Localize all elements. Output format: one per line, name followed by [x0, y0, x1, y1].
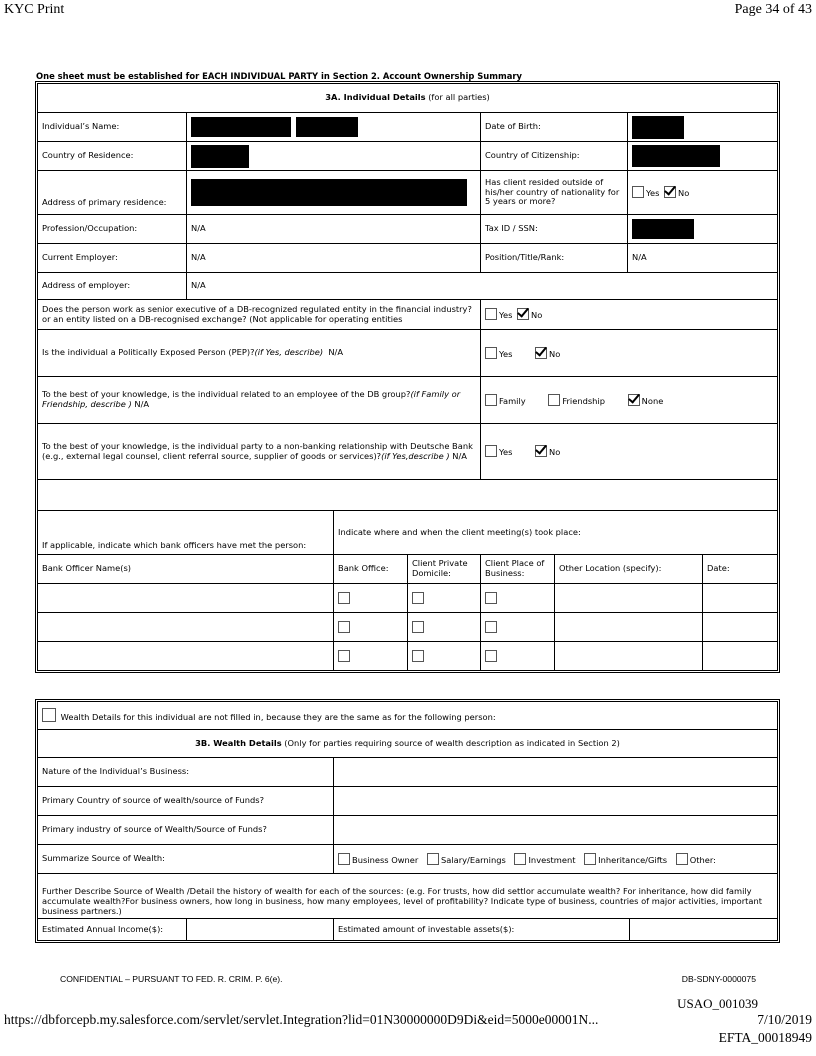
- nonbanking-value: N/A: [452, 450, 467, 461]
- not-filled-row: [38, 702, 778, 730]
- none-checkbox[interactable]: [628, 394, 640, 406]
- col-date-header: Date:: [703, 555, 778, 584]
- bates-number: DB-SDNY-0000075: [681, 974, 756, 984]
- address-label: Address of primary residence:: [38, 171, 187, 215]
- pep-options: [481, 330, 778, 377]
- pep-yes-checkbox[interactable]: [485, 347, 497, 359]
- friendship-label: Friendship: [562, 395, 606, 406]
- employer-value: N/A: [187, 244, 481, 273]
- col-officer-header: Bank Officer Name(s): [38, 555, 334, 584]
- nonbanking-question: [38, 424, 481, 480]
- meeting-label: Indicate where and when the client meeting(s) took place:: [334, 511, 778, 555]
- dob-value: [628, 113, 778, 142]
- source-url: https://dbforcepb.my.salesforce.com/servlet/servlet.Integration?lid=01N30000000D9Di&eid=5000e00001N...: [4, 1012, 599, 1027]
- redaction-block: [191, 179, 467, 206]
- pep-question-text: Is the individual a Politically Exposed Person (PEP)?: [42, 347, 255, 358]
- redaction-block: [191, 117, 291, 137]
- spacer-row: [38, 480, 778, 511]
- further-describe-text: Further Describe Source of Wealth /Detail the history of wealth for each of the sources: (e.g. For trusts, how did settlor accumulate wealth? For inheritance, how did family accumulate wealth?For business owners, how long in business, how many employees, level of profitability? Indicate type of business, countries of major activities, important business partners.): [38, 874, 778, 919]
- related-value: N/A: [134, 399, 150, 409]
- other-location-cell[interactable]: [555, 642, 703, 671]
- business-checkbox[interactable]: [485, 650, 497, 662]
- officer-name-cell[interactable]: [38, 584, 334, 613]
- redaction-block: [632, 116, 684, 139]
- yes-label: Yes: [646, 188, 660, 199]
- nature-business-value[interactable]: [334, 758, 778, 787]
- pep-hint: (if Yes, describe): [254, 347, 324, 358]
- no-label: No: [678, 188, 690, 199]
- date-cell[interactable]: [703, 613, 778, 642]
- section-3a-title: [38, 84, 778, 113]
- print-title: KYC Print: [4, 2, 65, 17]
- bank-office-checkbox[interactable]: [338, 650, 350, 662]
- other-checkbox[interactable]: [676, 853, 688, 865]
- no-label: No: [549, 348, 561, 359]
- other-location-cell[interactable]: [555, 584, 703, 613]
- investment-label: Investment: [528, 854, 576, 865]
- redaction-block: [632, 219, 694, 239]
- tax-id-label: Tax ID / SSN:: [481, 215, 628, 244]
- resided-outside-label: Has client resided outside of his/her country of nationality for 5 years or more?: [481, 171, 628, 215]
- address-value: [187, 171, 481, 215]
- nonbanking-options: [481, 424, 778, 480]
- nonbanking-question-text: To the best of your knowledge, is the individual party to a non-banking relationship with Deutsche Bank (e.g., external legal counsel, client referral source, supplier of goods or services)?: [42, 440, 473, 461]
- country-residence-label: Country of Residence:: [38, 142, 187, 171]
- officer-name-cell[interactable]: [38, 642, 334, 671]
- bank-office-cell: [334, 642, 408, 671]
- resided-outside-options: [628, 171, 778, 215]
- page-number: Page 34 of 43: [734, 2, 812, 17]
- not-filled-checkbox[interactable]: [42, 708, 56, 722]
- domicile-cell: [408, 642, 481, 671]
- country-citizenship-label: Country of Citizenship:: [481, 142, 628, 171]
- other-location-cell[interactable]: [555, 613, 703, 642]
- employer-address-label: Address of employer:: [38, 273, 187, 300]
- section-3a-title-bold: 3A. Individual Details: [325, 92, 426, 103]
- pep-no-checkbox[interactable]: [535, 347, 547, 359]
- individual-name-value: [187, 113, 481, 142]
- investable-assets-label: Estimated amount of investable assets($):: [334, 919, 630, 941]
- senior-exec-options: [481, 300, 778, 330]
- print-date: 7/10/2019: [757, 1012, 812, 1027]
- wealth-country-value[interactable]: [334, 787, 778, 816]
- employer-address-value: N/A: [187, 273, 778, 300]
- col-other-header: Other Location (specify):: [555, 555, 703, 584]
- officer-name-cell[interactable]: [38, 613, 334, 642]
- related-question: [38, 377, 481, 424]
- dob-label: Date of Birth:: [481, 113, 628, 142]
- yes-label: Yes: [499, 447, 513, 458]
- profession-value: N/A: [187, 215, 481, 244]
- business-cell: [481, 613, 555, 642]
- business-owner-label: Business Owner: [352, 854, 419, 865]
- usao-number: USAO_001039: [677, 996, 758, 1011]
- no-label: No: [549, 447, 561, 458]
- pep-question: [38, 330, 481, 377]
- friendship-checkbox[interactable]: [548, 394, 560, 406]
- officers-label: If applicable, indicate which bank officers have met the person:: [38, 511, 334, 555]
- domicile-checkbox[interactable]: [412, 650, 424, 662]
- section-3b-title-bold: 3B. Wealth Details: [195, 737, 282, 748]
- related-hint: (if Family or Friendship, describe ): [42, 389, 461, 409]
- redaction-block: [191, 145, 249, 168]
- employer-label: Current Employer:: [38, 244, 187, 273]
- country-residence-value: [187, 142, 481, 171]
- investment-checkbox[interactable]: [514, 853, 526, 865]
- annual-income-value[interactable]: [187, 919, 334, 941]
- investable-assets-value[interactable]: [630, 919, 778, 941]
- tax-id-value: [628, 215, 778, 244]
- family-checkbox[interactable]: [485, 394, 497, 406]
- nonbanking-no-checkbox[interactable]: [535, 445, 547, 457]
- nature-business-label: Nature of the Individual’s Business:: [38, 758, 334, 787]
- senior-exec-yes-checkbox[interactable]: [485, 308, 497, 320]
- business-cell: [481, 642, 555, 671]
- individual-name-label: Individual’s Name:: [38, 113, 187, 142]
- related-question-text: To the best of your knowledge, is the individual related to an employee of the DB group?: [42, 389, 411, 400]
- confidential-notice: CONFIDENTIAL – PURSUANT TO FED. R. CRIM. P. 6(e).: [60, 974, 283, 984]
- position-label: Position/Title/Rank:: [481, 244, 628, 273]
- pep-value: N/A: [328, 347, 344, 358]
- inheritance-label: Inheritance/Gifts: [598, 854, 668, 865]
- salary-label: Salary/Earnings: [440, 854, 506, 865]
- resided-no-checkbox[interactable]: [664, 186, 676, 198]
- date-cell[interactable]: [703, 642, 778, 671]
- individual-details-table: [37, 83, 778, 671]
- none-label: None: [641, 395, 664, 406]
- profession-label: Profession/Occupation:: [38, 215, 187, 244]
- col-office-header: Bank Office:: [334, 555, 408, 584]
- senior-exec-no-checkbox[interactable]: [517, 308, 529, 320]
- wealth-industry-label: Primary industry of source of Wealth/Source of Funds?: [38, 816, 334, 845]
- bank-office-cell: [334, 584, 408, 613]
- efta-number: EFTA_00018949: [718, 1030, 812, 1045]
- position-value: N/A: [628, 244, 778, 273]
- inheritance-checkbox[interactable]: [584, 853, 596, 865]
- business-checkbox[interactable]: [485, 621, 497, 633]
- wealth-industry-value[interactable]: [334, 816, 778, 845]
- family-label: Family: [499, 395, 526, 406]
- salary-checkbox[interactable]: [427, 853, 439, 865]
- domicile-cell: [408, 613, 481, 642]
- bank-office-checkbox[interactable]: [338, 621, 350, 633]
- nonbanking-hint: (if Yes,describe ): [381, 450, 450, 461]
- section-3b-title: [38, 730, 778, 758]
- wealth-details-table: [37, 701, 778, 941]
- country-citizenship-value: [628, 142, 778, 171]
- business-checkbox[interactable]: [485, 592, 497, 604]
- resided-yes-checkbox[interactable]: [632, 186, 644, 198]
- senior-exec-question: Does the person work as senior executive of a DB-recognized regulated entity in the financial industry? or an entity listed on a DB-recognised exchange? (Not applicable for operating entities: [38, 300, 481, 330]
- not-filled-label: Wealth Details for this individual are not filled in, because they are the same as for the following person:: [60, 712, 496, 723]
- notice-text: One sheet must be established for EACH INDIVIDUAL PARTY in Section 2. Account Ownership Summary: [36, 71, 522, 81]
- section-3a-title-rest: (for all parties): [425, 92, 490, 103]
- domicile-checkbox[interactable]: [412, 621, 424, 633]
- officer-row: [38, 584, 778, 613]
- officer-row: [38, 613, 778, 642]
- bank-office-checkbox[interactable]: [338, 592, 350, 604]
- other-label: Other:: [689, 854, 716, 865]
- redaction-block: [296, 117, 358, 137]
- business-owner-checkbox[interactable]: [338, 853, 350, 865]
- business-cell: [481, 584, 555, 613]
- col-domicile-header: Client Private Domicile:: [408, 555, 481, 584]
- yes-label: Yes: [499, 348, 513, 359]
- yes-label: Yes: [499, 310, 513, 321]
- section-3b-title-rest: (Only for parties requiring source of wealth description as indicated in Section 2): [281, 737, 620, 748]
- summarize-wealth-options: [334, 845, 778, 874]
- redaction-block: [632, 145, 720, 167]
- annual-income-label: Estimated Annual Income($):: [38, 919, 187, 941]
- bank-office-cell: [334, 613, 408, 642]
- officer-row: [38, 642, 778, 671]
- nonbanking-yes-checkbox[interactable]: [485, 445, 497, 457]
- related-options: [481, 377, 778, 424]
- no-label: No: [531, 310, 543, 321]
- date-cell[interactable]: [703, 584, 778, 613]
- summarize-wealth-label: Summarize Source of Wealth:: [38, 845, 334, 874]
- wealth-country-label: Primary Country of source of wealth/source of Funds?: [38, 787, 334, 816]
- domicile-cell: [408, 584, 481, 613]
- domicile-checkbox[interactable]: [412, 592, 424, 604]
- col-business-header: Client Place of Business:: [481, 555, 555, 584]
